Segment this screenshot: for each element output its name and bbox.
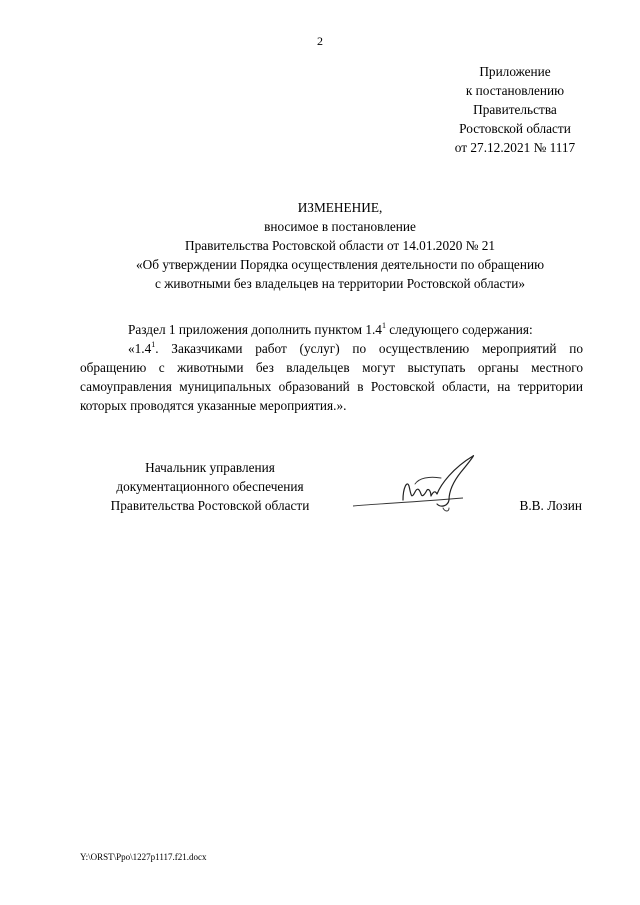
title-line: с животными без владельцев на территории Ростовской области» (154, 276, 526, 291)
handwritten-signature (345, 448, 485, 522)
signer-position-line: Правительства Ростовской области (110, 498, 310, 513)
appendix-line: Правительства (473, 102, 557, 117)
appendix-header (430, 62, 600, 157)
paragraph-text: Раздел 1 приложения дополнить пунктом 1.4 (128, 322, 382, 337)
title-line: вносимое в постановление (264, 219, 416, 234)
document-title (80, 198, 600, 293)
title-heading: ИЗМЕНЕНИЕ, (297, 200, 383, 215)
document-body (80, 320, 583, 415)
appendix-line: от 27.12.2021 № 1117 (454, 140, 576, 155)
signer-position (80, 458, 340, 515)
paragraph-text: следующего содержания: (385, 322, 533, 337)
body-paragraph-clause (80, 339, 583, 415)
paragraph-text: . Заказчиками работ (услуг) по осуществлению мероприятий по обращению с животными без владельцев могут выступать органы местного самоуправления муниципальных образований в Ростовской области, на территории которых проводятся указанные мероприятия.». (80, 341, 583, 413)
appendix-line: Приложение (479, 64, 551, 79)
signer-position-line: документационного обеспечения (116, 479, 304, 494)
title-line: «Об утверждении Порядка осуществления деятельности по обращению (136, 257, 544, 272)
page-number: 2 (317, 34, 323, 48)
superscript: 1 (381, 321, 386, 330)
paragraph-text: «1.4 (128, 341, 152, 356)
superscript: 1 (151, 340, 156, 349)
body-paragraph-intro (80, 320, 583, 339)
signer-position-line: Начальник управления (145, 460, 275, 475)
title-line: Правительства Ростовской области от 14.01.2020 № 21 (184, 238, 496, 253)
appendix-line: Ростовской области (459, 121, 571, 136)
file-path-footer: Y:\ORST\Ppo\1227p1117.f21.docx (80, 852, 207, 862)
signer-name: В.В. Лозин (519, 498, 582, 513)
appendix-line: к постановлению (465, 83, 565, 98)
